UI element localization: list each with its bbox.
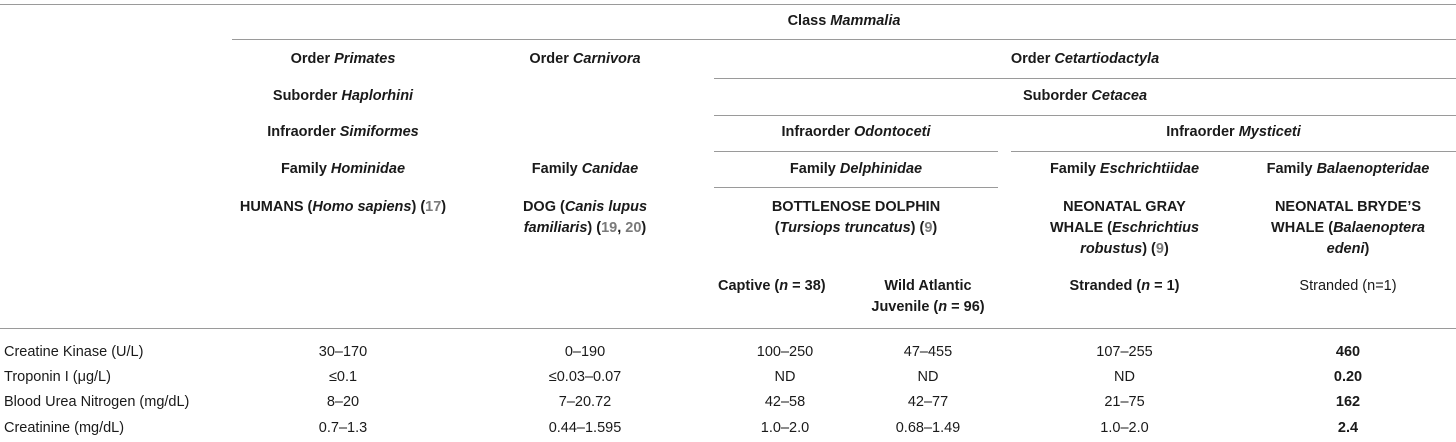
citation-link[interactable]: 20 bbox=[625, 220, 642, 236]
table-cell: 47–455 bbox=[903, 344, 953, 360]
species-brydes-line2: WHALE (Balaenoptera bbox=[1271, 220, 1425, 236]
group-captive: Captive (n = 38) bbox=[718, 278, 826, 294]
family-delphinidae: Family Delphinidae bbox=[789, 161, 923, 177]
table-cell: 1.0–2.0 bbox=[760, 420, 810, 436]
table-cell: 21–75 bbox=[1104, 394, 1145, 410]
species-gray-whale-line3: robustus) (9) bbox=[1080, 241, 1169, 257]
species-gray-whale-line1: NEONATAL GRAY bbox=[1063, 199, 1186, 215]
family-balaenopteridae: Family Balaenopteridae bbox=[1266, 161, 1430, 177]
species-dolphin-line2: (Tursiops truncatus) (9) bbox=[774, 220, 938, 236]
group-wild-line1: Wild Atlantic bbox=[884, 278, 972, 294]
species-dog-line2: familiaris) (19, 20) bbox=[523, 220, 647, 236]
species-gray-whale-line2: WHALE (Eschrichtius bbox=[1049, 220, 1200, 236]
table-cell: 7–20.72 bbox=[558, 394, 612, 410]
order-primates: Order Primates bbox=[290, 51, 396, 67]
table-cell: 0.44–1.595 bbox=[548, 420, 622, 436]
order-cetartiodactyla: Order Cetartiodactyla bbox=[1010, 51, 1160, 67]
group-stranded-gray: Stranded (n = 1) bbox=[1069, 278, 1180, 294]
species-dolphin-line1: BOTTLENOSE DOLPHIN bbox=[771, 199, 941, 215]
row-label: Blood Urea Nitrogen (mg/dL) bbox=[4, 394, 190, 410]
family-canidae: Family Canidae bbox=[531, 161, 639, 177]
species-brydes-whale bbox=[1240, 197, 1456, 260]
suborder-cetacea: Suborder Cetacea bbox=[1022, 88, 1148, 104]
row-label: Troponin I (μg/L) bbox=[4, 369, 111, 385]
table-cell: 42–77 bbox=[907, 394, 949, 410]
row-label: Creatine Kinase (U/L) bbox=[4, 344, 144, 360]
order-carnivora: Order Carnivora bbox=[529, 51, 641, 67]
citation-link[interactable]: 17 bbox=[425, 199, 442, 215]
infraorder-mysticeti: Infraorder Mysticeti bbox=[1166, 124, 1301, 140]
rule-odontoceti bbox=[714, 151, 998, 152]
citation-link[interactable]: 19 bbox=[601, 220, 618, 236]
species-dog-line1: DOG (Canis lupus bbox=[522, 199, 648, 215]
table-cell: ND bbox=[917, 369, 939, 385]
citation-link[interactable]: 9 bbox=[924, 220, 933, 236]
table-cell: 0.7–1.3 bbox=[318, 420, 368, 436]
rule-class bbox=[232, 39, 1456, 40]
species-brydes-line3: edeni) bbox=[1326, 241, 1370, 257]
rule-order bbox=[714, 78, 1456, 79]
infraorder-odontoceti: Infraorder Odontoceti bbox=[781, 124, 931, 140]
species-dog bbox=[472, 197, 698, 239]
infraorder-simiformes: Infraorder Simiformes bbox=[267, 124, 419, 140]
family-hominidae: Family Hominidae bbox=[280, 161, 406, 177]
table-cell: ND bbox=[1114, 369, 1135, 385]
suborder-haplorhini: Suborder Haplorhini bbox=[272, 88, 414, 104]
table-cell: 2.4 bbox=[1337, 420, 1359, 436]
table-cell: 107–255 bbox=[1096, 344, 1153, 360]
group-wild bbox=[858, 276, 998, 318]
table-cell: 30–170 bbox=[318, 344, 368, 360]
table-cell: 1.0–2.0 bbox=[1100, 420, 1149, 436]
table-cell: 8–20 bbox=[326, 394, 360, 410]
row-label: Creatinine (mg/dL) bbox=[4, 420, 125, 436]
family-eschrichtiidae: Family Eschrichtiidae bbox=[1049, 161, 1200, 177]
species-gray-whale bbox=[1011, 197, 1238, 260]
group-stranded-brydes: Stranded (n=1) bbox=[1299, 278, 1397, 294]
table-cell: ≤0.1 bbox=[328, 369, 358, 385]
class-header: Class Mammalia bbox=[787, 13, 901, 29]
table-cell: 162 bbox=[1335, 394, 1361, 410]
table-cell: 100–250 bbox=[756, 344, 814, 360]
citation-link[interactable]: 9 bbox=[1155, 241, 1164, 257]
group-wild-line2: Juvenile (n = 96) bbox=[871, 299, 985, 315]
table-cell: ≤0.03–0.07 bbox=[548, 369, 622, 385]
table-cell: 460 bbox=[1335, 344, 1361, 360]
rule-suborder bbox=[714, 115, 1456, 116]
table-cell: 0–190 bbox=[564, 344, 606, 360]
species-dolphin bbox=[714, 197, 998, 239]
rule-mysticeti bbox=[1011, 151, 1456, 152]
table-cell: 42–58 bbox=[764, 394, 806, 410]
table-cell: 0.20 bbox=[1333, 369, 1363, 385]
rule-delphinidae bbox=[714, 187, 998, 188]
species-brydes-line1: NEONATAL BRYDE’S bbox=[1274, 199, 1422, 215]
rule-header-bottom bbox=[0, 328, 1456, 329]
rule-top bbox=[0, 4, 1456, 5]
species-humans: HUMANS (Homo sapiens) (17) bbox=[239, 199, 447, 215]
table-cell: 0.68–1.49 bbox=[895, 420, 961, 436]
table-cell: ND bbox=[774, 369, 796, 385]
